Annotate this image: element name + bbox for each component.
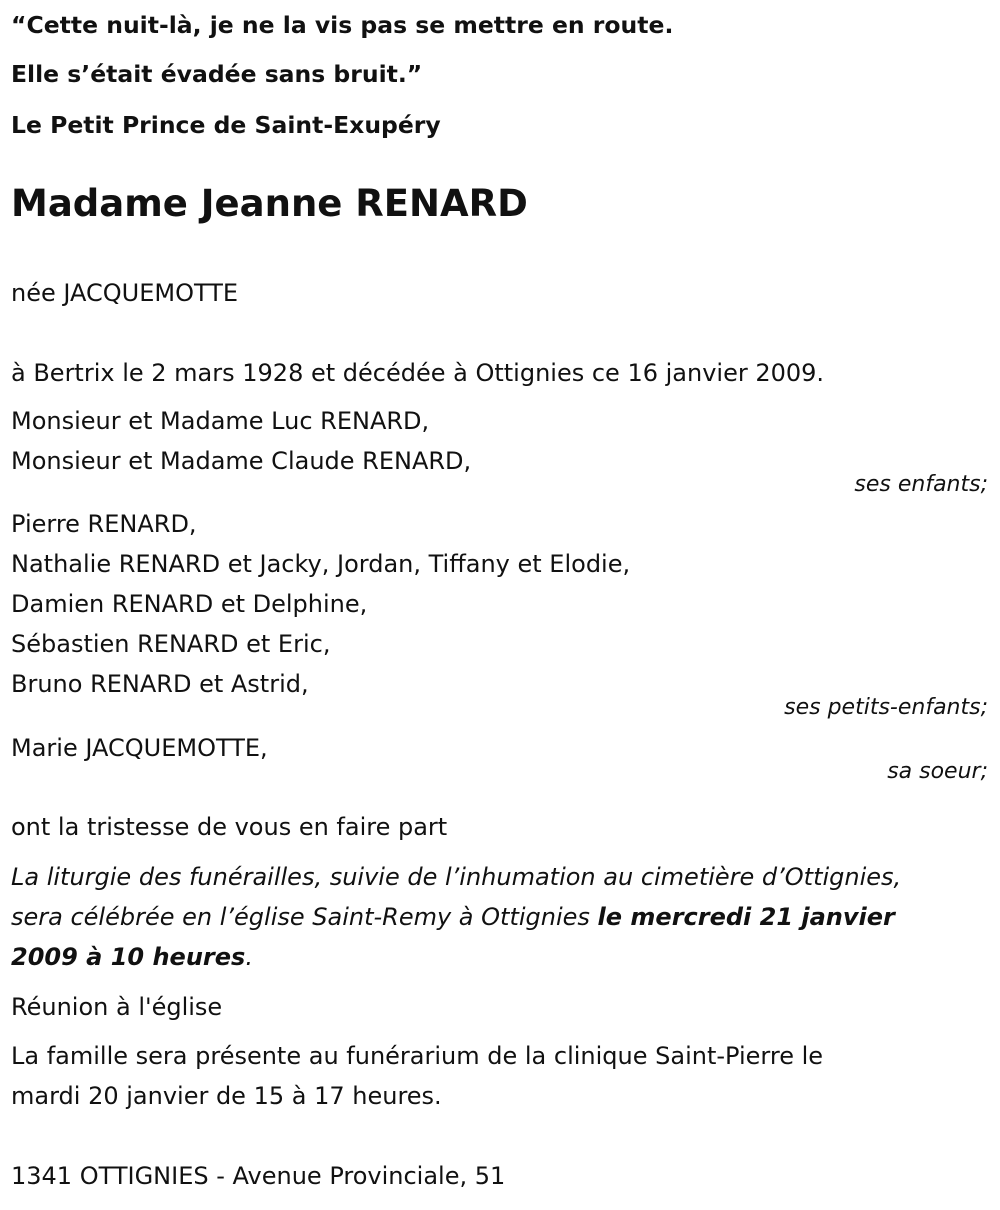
funeral-church-text: sera célébrée en l’église Saint-Remy à Ottignies bbox=[11, 903, 598, 931]
meeting-place: Réunion à l'église bbox=[11, 993, 223, 1021]
grandchild-line: Damien RENARD et Delphine, bbox=[11, 590, 368, 618]
funeral-period: . bbox=[245, 943, 253, 971]
grandchildren-label: ses petits-enfants; bbox=[784, 695, 988, 720]
epigraph-line-2: Elle s’était évadée sans bruit.” bbox=[11, 60, 423, 88]
epigraph-line-1: “Cette nuit-là, je ne la vis pas se mettre en route. bbox=[11, 11, 674, 39]
visitation-line-2: mardi 20 janvier de 15 à 17 heures. bbox=[11, 1082, 442, 1110]
announcement: ont la tristesse de vous en faire part bbox=[11, 813, 448, 841]
deceased-name: Madame Jeanne RENARD bbox=[11, 182, 528, 225]
funeral-home-address: 1341 OTTIGNIES - Avenue Provinciale, 51 bbox=[11, 1162, 506, 1190]
epigraph-attribution: Le Petit Prince de Saint-Exupéry bbox=[11, 111, 441, 139]
child-line: Monsieur et Madame Luc RENARD, bbox=[11, 407, 430, 435]
children-label: ses enfants; bbox=[854, 472, 988, 497]
funeral-line-3 bbox=[11, 942, 253, 972]
grandchild-line: Sébastien RENARD et Eric, bbox=[11, 630, 331, 658]
funeral-time: 2009 à 10 heures bbox=[11, 943, 246, 971]
sister-line: Marie JACQUEMOTTE, bbox=[11, 734, 268, 762]
visitation-line-1: La famille sera présente au funérarium de la clinique Saint-Pierre le bbox=[11, 1042, 824, 1070]
grandchild-line: Bruno RENARD et Astrid, bbox=[11, 670, 309, 698]
funeral-line-2 bbox=[11, 902, 895, 932]
child-line: Monsieur et Madame Claude RENARD, bbox=[11, 447, 472, 475]
sister-label: sa soeur; bbox=[887, 759, 988, 784]
grandchild-line: Nathalie RENARD et Jacky, Jordan, Tiffany et Elodie, bbox=[11, 550, 631, 578]
birth-death-dates: à Bertrix le 2 mars 1928 et décédée à Ottignies ce 16 janvier 2009. bbox=[11, 359, 825, 387]
grandchild-line: Pierre RENARD, bbox=[11, 510, 197, 538]
funeral-date: le mercredi 21 janvier bbox=[597, 903, 895, 931]
maiden-name: née JACQUEMOTTE bbox=[11, 279, 239, 307]
funeral-line-1: La liturgie des funérailles, suivie de l’inhumation au cimetière d’Ottignies, bbox=[11, 863, 902, 891]
